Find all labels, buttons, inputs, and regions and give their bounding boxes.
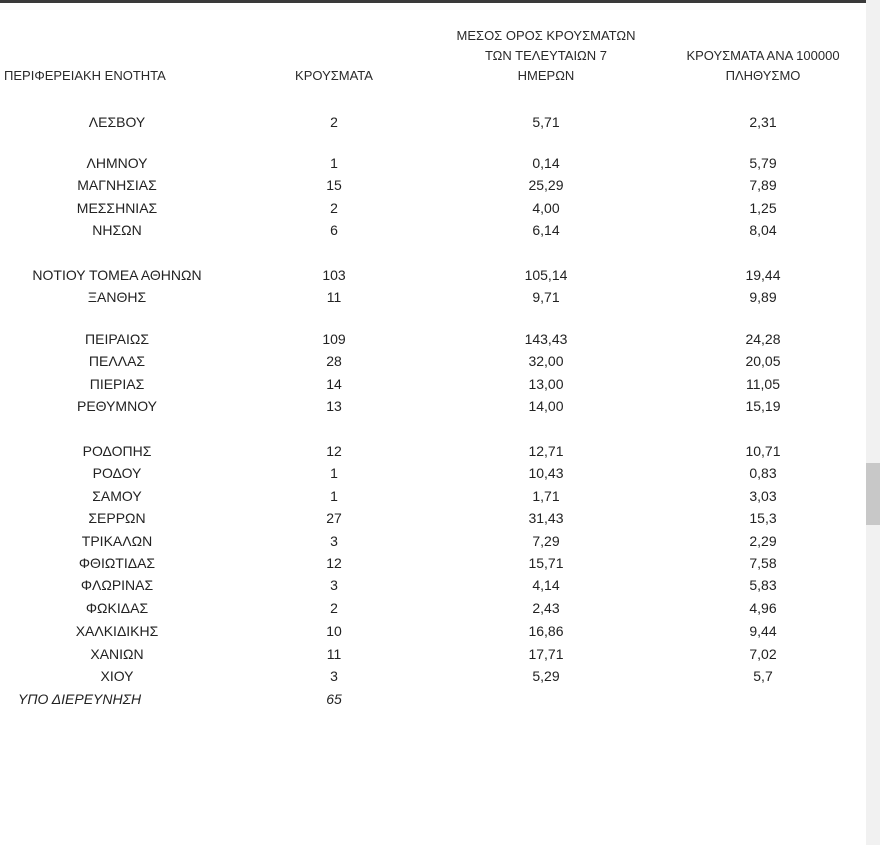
table-row <box>0 373 866 395</box>
table-row <box>0 152 866 174</box>
avg7-cell: 15,71 <box>528 555 564 571</box>
vertical-scrollbar[interactable] <box>866 0 880 845</box>
table-row <box>0 530 866 552</box>
avg7-cell: 7,29 <box>532 533 560 549</box>
table-row <box>0 350 866 372</box>
per100k-cell: 11,05 <box>746 376 780 392</box>
per100k-cell: 19,44 <box>745 267 781 283</box>
per100k-cell: 5,79 <box>749 155 777 171</box>
per100k-cell: 20,05 <box>745 353 781 369</box>
header-seven-day-average: ΜΕΣΟΣ ΟΡΟΣ ΚΡΟΥΣΜΑΤΩΝ ΤΩΝ ΤΕΛΕΥΤΑΙΩΝ 7 ΗΜΕΡΩΝ <box>456 28 636 83</box>
region-cell: ΡΕΘΥΜΝΟΥ <box>76 398 157 414</box>
table-row <box>0 219 866 241</box>
avg7-cell: 10,43 <box>528 465 564 481</box>
avg7-cell: 31,43 <box>528 510 564 526</box>
per100k-cell: 10,71 <box>745 443 781 459</box>
table-row <box>0 395 866 417</box>
cases-cell: 2 <box>330 114 338 130</box>
cases-cell: 13 <box>326 398 342 414</box>
region-cell: ΞΑΝΘΗΣ <box>87 289 147 305</box>
region-cell: ΡΟΔΟΥ <box>92 465 142 481</box>
avg7-cell: 4,00 <box>532 200 560 216</box>
cases-cell: 15 <box>326 177 342 193</box>
table-row <box>0 620 866 642</box>
avg7-cell: 5,71 <box>532 114 560 130</box>
region-cell: ΤΡΙΚΑΛΩΝ <box>81 533 153 549</box>
per100k-cell: 5,83 <box>749 577 777 593</box>
under-investigation-cases: 65 <box>326 691 342 707</box>
per100k-cell: 8,04 <box>749 222 777 238</box>
cases-cell: 1 <box>330 465 338 481</box>
table-row <box>0 462 866 484</box>
avg7-cell: 14,00 <box>528 398 564 414</box>
avg7-cell: 143,43 <box>524 331 568 347</box>
cases-cell: 3 <box>330 668 338 684</box>
table-row <box>0 286 866 308</box>
region-cell: ΠΙΕΡΙΑΣ <box>89 376 145 392</box>
cases-cell: 28 <box>326 353 342 369</box>
region-cell: ΣΕΡΡΩΝ <box>88 510 146 526</box>
table-row <box>0 574 866 596</box>
header-region: ΠΕΡΙΦΕΡΕΙΑΚΗ ΕΝΟΤΗΤΑ <box>4 68 166 83</box>
region-cell: ΛΗΜΝΟΥ <box>86 155 148 171</box>
cases-cell: 10 <box>326 623 342 639</box>
under-investigation-row <box>0 688 866 710</box>
region-cell: ΝΟΤΙΟΥ ΤΟΜΕΑ ΑΘΗΝΩΝ <box>32 267 202 283</box>
cases-cell: 12 <box>326 443 342 459</box>
region-cell: ΝΗΣΩΝ <box>92 222 142 238</box>
cases-cell: 2 <box>330 600 338 616</box>
cases-cell: 3 <box>330 577 338 593</box>
under-investigation-label: ΥΠΟ ΔΙΕΡΕΥΝΗΣΗ <box>18 691 142 707</box>
table-row <box>0 643 866 665</box>
avg7-cell: 2,43 <box>532 600 560 616</box>
region-cell: ΦΛΩΡΙΝΑΣ <box>80 577 154 593</box>
table-row <box>0 552 866 574</box>
per100k-cell: 1,25 <box>749 200 777 216</box>
region-cell: ΧΑΝΙΩΝ <box>90 646 144 662</box>
per100k-cell: 15,3 <box>749 510 777 526</box>
table-row <box>0 328 866 350</box>
cases-cell: 1 <box>330 155 338 171</box>
table-row <box>0 111 866 133</box>
avg7-cell: 17,71 <box>528 646 564 662</box>
table-row <box>0 197 866 219</box>
cases-cell: 11 <box>326 646 342 662</box>
region-cell: ΠΕΙΡΑΙΩΣ <box>85 331 149 347</box>
avg7-cell: 6,14 <box>532 222 560 238</box>
table-row <box>0 264 866 286</box>
scrollbar-thumb[interactable] <box>866 463 880 525</box>
per100k-cell: 5,7 <box>753 668 773 684</box>
region-cell: ΜΕΣΣΗΝΙΑΣ <box>76 200 158 216</box>
cases-cell: 27 <box>326 510 342 526</box>
per100k-cell: 7,89 <box>749 177 777 193</box>
cases-cell: 11 <box>326 289 342 305</box>
region-cell: ΜΑΓΝΗΣΙΑΣ <box>77 177 157 193</box>
avg7-cell: 13,00 <box>528 376 564 392</box>
avg7-cell: 25,29 <box>528 177 564 193</box>
table-row <box>0 507 866 529</box>
avg7-cell: 9,71 <box>532 289 560 305</box>
cases-cell: 14 <box>326 376 342 392</box>
per100k-cell: 2,31 <box>749 114 777 130</box>
per100k-cell: 7,02 <box>749 646 777 662</box>
cases-cell: 12 <box>326 555 342 571</box>
cases-cell: 6 <box>330 222 338 238</box>
region-cell: ΣΑΜΟΥ <box>92 488 142 504</box>
table-row <box>0 174 866 196</box>
per100k-cell: 15,19 <box>745 398 781 414</box>
region-cell: ΧΑΛΚΙΔΙΚΗΣ <box>75 623 159 639</box>
top-border-line <box>0 0 866 3</box>
avg7-cell: 12,71 <box>528 443 564 459</box>
per100k-cell: 24,28 <box>745 331 781 347</box>
per100k-cell: 4,96 <box>749 600 777 616</box>
per100k-cell: 3,03 <box>749 488 777 504</box>
region-cell: ΦΩΚΙΔΑΣ <box>85 600 149 616</box>
region-cell: ΡΟΔΟΠΗΣ <box>82 443 152 459</box>
per100k-cell: 9,44 <box>749 623 777 639</box>
avg7-cell: 4,14 <box>532 577 560 593</box>
region-cell: ΠΕΛΛΑΣ <box>88 353 146 369</box>
avg7-cell: 1,71 <box>532 488 560 504</box>
cases-cell: 103 <box>322 267 346 283</box>
avg7-cell: 5,29 <box>532 668 560 684</box>
region-cell: ΦΘΙΩΤΙΔΑΣ <box>78 555 156 571</box>
avg7-cell: 32,00 <box>528 353 564 369</box>
cases-cell: 3 <box>330 533 338 549</box>
per100k-cell: 2,29 <box>749 533 777 549</box>
table-row <box>0 440 866 462</box>
table-row <box>0 665 866 687</box>
per100k-cell: 7,58 <box>749 555 777 571</box>
avg7-cell: 105,14 <box>524 267 568 283</box>
avg7-cell: 16,86 <box>528 623 564 639</box>
table-row <box>0 485 866 507</box>
avg7-cell: 0,14 <box>532 155 560 171</box>
per100k-cell: 9,89 <box>749 289 777 305</box>
table-row <box>0 597 866 619</box>
header-cases-per-100k: ΚΡΟΥΣΜΑΤΑ ΑΝΑ 100000 ΠΛΗΘΥΣΜΟ <box>686 48 840 83</box>
header-cases: ΚΡΟΥΣΜΑΤΑ <box>295 68 373 83</box>
cases-cell: 109 <box>322 331 346 347</box>
per100k-cell: 0,83 <box>749 465 777 481</box>
cases-cell: 2 <box>330 200 338 216</box>
region-cell: ΧΙΟΥ <box>100 668 134 684</box>
region-cell: ΛΕΣΒΟΥ <box>88 114 146 130</box>
cases-cell: 1 <box>330 488 338 504</box>
